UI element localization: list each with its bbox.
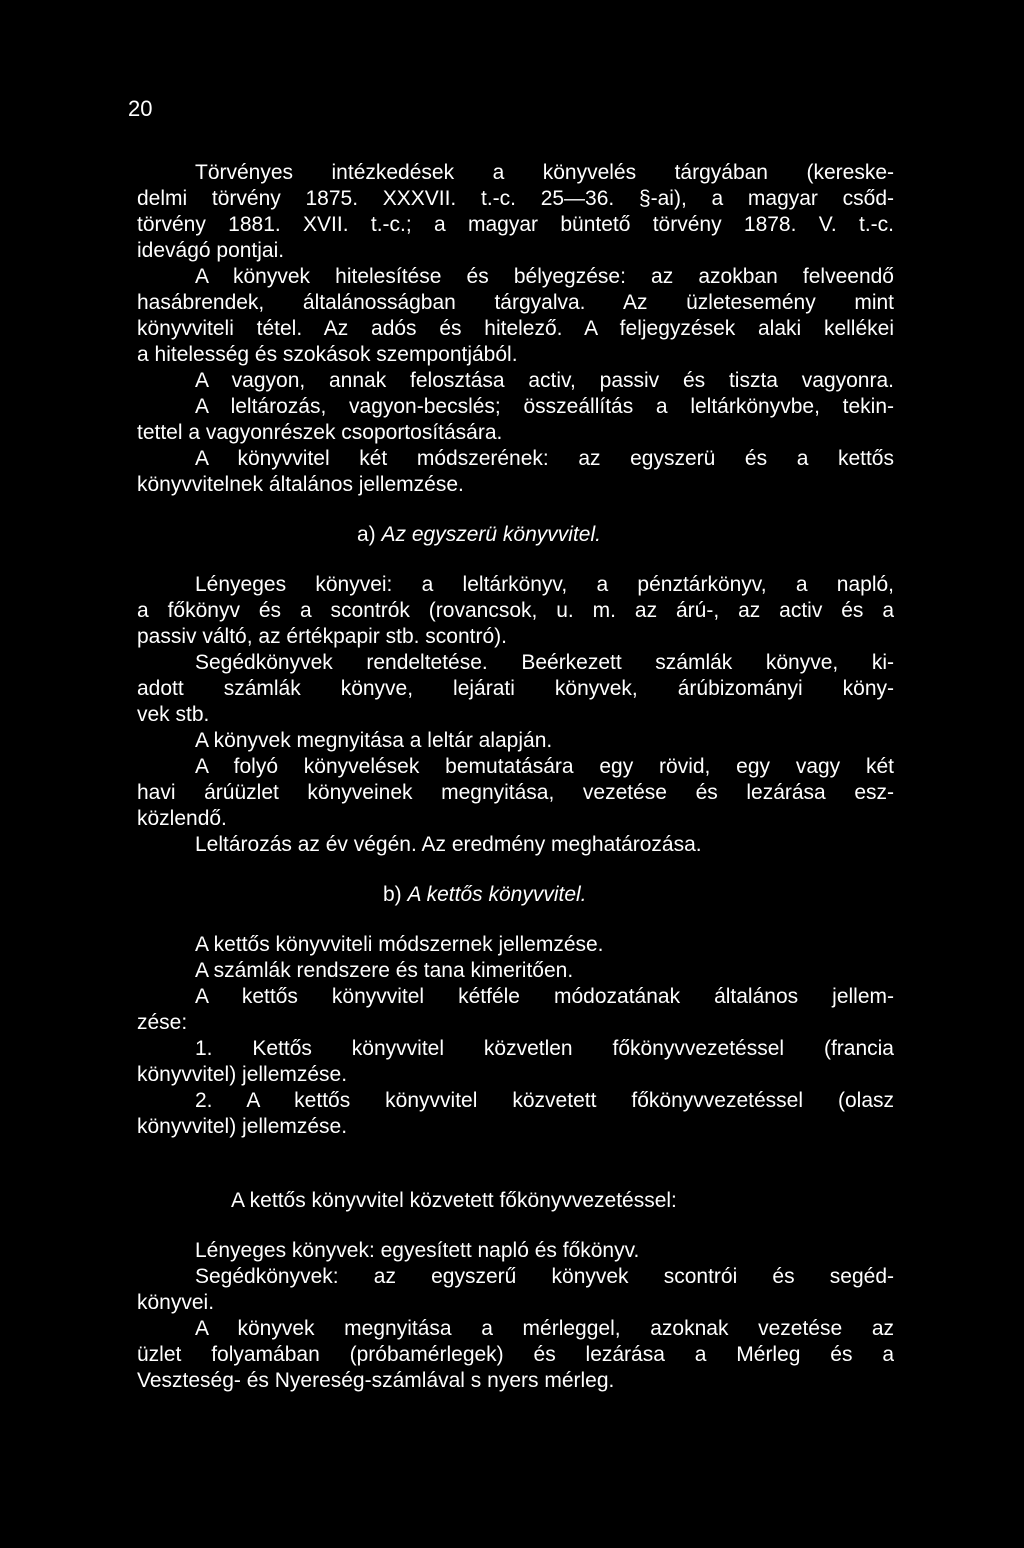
a-body-line: havi árúüzlet könyveinek megnyitása, vezetése és lezárása esz- [137,781,894,804]
c-body-line: Segédkönyvek: az egyszerű könyvek scontrói és segéd- [195,1265,894,1288]
section-a-title: Az egyszerü könyvvitel. [381,523,601,546]
intro-line: A leltározás, vagyon-becslés; összeállítás a leltárkönyvbe, tekin- [195,395,894,418]
c-body-line: A könyvek megnyitása a mérleggel, azoknak vezetése az [195,1317,894,1340]
a-body-line: közlendő. [137,807,227,830]
b-body-line: A számlák rendszere és tana kimeritően. [195,959,574,982]
section-c-body [137,1238,894,1394]
section-c-heading: A kettős könyvvitel közvetett főkönyvvezetéssel: [231,1189,677,1212]
section-a-body [137,572,894,858]
a-body-line: passiv váltó, az értékpapir stb. scontró). [137,625,507,648]
section-b-body [137,932,894,1140]
intro-line: törvény 1881. XVII. t.-c.; a magyar büntető törvény 1878. V. t.-c. [137,213,894,236]
a-body-line: adott számlák könyve, lejárati könyvek, árúbizományi köny- [137,677,894,700]
b-body-line: zése: [137,1011,188,1034]
c-body-line: üzlet folyamában (próbamérlegek) és lezárása a Mérleg és a [137,1343,894,1366]
intro-line: Törvényes intézkedések a könyvelés tárgyában (kereske- [195,161,894,184]
section-a-prefix: a) [357,523,376,546]
intro-section [137,160,894,498]
a-body-line: A folyó könyvelések bemutatására egy rövid, egy vagy két [195,755,894,778]
c-body-line: Veszteség- és Nyereség-számlával s nyers mérleg. [137,1369,615,1392]
c-body-line: könyvei. [137,1291,215,1314]
a-body-line: A könyvek megnyitása a leltár alapján. [195,729,553,752]
section-b-heading [383,882,894,908]
b-body-line: A kettős könyvvitel kétféle módozatának általános jellem- [195,985,894,1008]
intro-line: idevágó pontjai. [137,239,285,262]
intro-line: könyvviteli tétel. Az adós és hitelező. A feljegyzések alaki kellékei [137,317,894,340]
a-body-line: Lényeges könyvei: a leltárkönyv, a pénztárkönyv, a napló, [195,573,894,596]
b-body-line: 2. A kettős könyvvitel közvetett főkönyvvezetéssel (olasz [195,1089,894,1112]
intro-line: a hitelesség és szokások szempontjából. [137,343,518,366]
intro-line: delmi törvény 1875. XXXVII. t.-c. 25—36. §-ai), a magyar csőd- [137,187,894,210]
a-body-line: Segédkönyvek rendeltetése. Beérkezett számlák könyve, ki- [195,651,894,674]
b-body-line: A kettős könyvviteli módszernek jellemzése. [195,933,604,956]
intro-line: A könyvvitel két módszerének: az egyszerü és a kettős [195,447,894,470]
a-body-line: vek stb. [137,703,210,726]
a-body-line: a főkönyv és a scontrók (rovancsok, u. m. az árú-, az activ és a [137,599,894,622]
section-b-title: A kettős könyvvitel. [407,883,587,906]
intro-line: A vagyon, annak felosztása activ, passiv és tiszta vagyonra. [195,369,894,392]
b-body-line: könyvvitel) jellemzése. [137,1063,348,1086]
a-body-line: Leltározás az év végén. Az eredmény meghatározása. [195,833,702,856]
section-b-prefix: b) [383,883,402,906]
b-body-line: könyvvitel) jellemzése. [137,1115,348,1138]
intro-line: könyvvitelnek általános jellemzése. [137,473,464,496]
intro-line: A könyvek hitelesítése és bélyegzése: az azokban felveendő [195,265,894,288]
intro-line: tettel a vagyonrészek csoportosítására. [137,421,503,444]
b-body-line: 1. Kettős könyvvitel közvetlen főkönyvvezetéssel (francia [195,1037,894,1060]
page-number: 20 [128,96,153,121]
page-content [137,160,894,1394]
c-body-line: Lényeges könyvek: egyesített napló és főkönyv. [195,1239,640,1262]
section-a-heading [357,522,894,548]
intro-line: hasábrendek, általánosságban tárgyalva. Az üzletesemény mint [137,291,894,314]
